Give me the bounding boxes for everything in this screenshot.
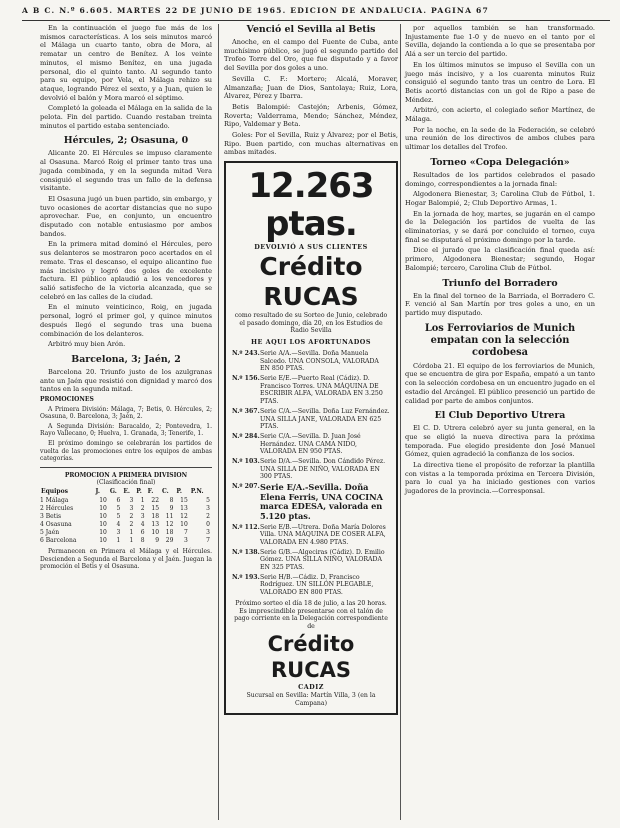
- advertisement-credito-rucas: [224, 161, 398, 715]
- stat-cell: 7: [183, 528, 188, 536]
- prize-number: N.º 103.: [232, 458, 260, 466]
- headline-barcelona-jaen: Barcelona, 3; Jaén, 2: [71, 353, 181, 365]
- ad-footer: Próximo sorteo el día 18 de julio, a las 20 horas. Es imprescindible presentarse con el talón de pago corriente en la Delegación correspondiente de: [234, 599, 388, 631]
- prize-item: [232, 433, 390, 456]
- prize-item: [232, 375, 390, 406]
- prize-item: [232, 574, 390, 597]
- column-header: P.N.: [190, 487, 204, 495]
- paragraph: Anoche, en el campo del Fuente de Cuba, ante muchísimo público, se jugó el segundo partido del Trofeo Torre del Oro, que fue disputado y a favor del Sevilla por dos goles a uno.: [224, 38, 398, 73]
- stat-cell: 3: [129, 496, 134, 504]
- standings-header-row: [40, 487, 212, 497]
- ad-address: Sucursal en Sevilla: Martín Villa, 3 (en la Campana): [246, 691, 376, 707]
- subheading-promociones: PROMOCIONES: [40, 396, 94, 404]
- stat-cell: 2: [140, 504, 145, 512]
- column-header: Equipos: [41, 487, 68, 495]
- stat-cell: 6: [116, 496, 121, 504]
- team-cell: 3 Betis: [40, 512, 62, 520]
- ad-amount: 12.263 ptas.: [248, 166, 374, 245]
- prize-text: Serie E/E.—Puerto Real (Cádiz). D. Francisco Torres. UNA MÁQUINA DE ESCRIBIR ALFA, VALORADA EN 3.250 PTAS.: [260, 375, 383, 406]
- stat-cell: 13: [180, 504, 188, 512]
- headline-ferroviarios-munich: Los Ferroviarios de Munich empatan con la selección cordobesa: [424, 322, 576, 358]
- prize-text: Serie E/B.—Utrera. Doña María Dolores Villa. UNA MÁQUINA DE COSER ALFA, VALORADA EN 4.980 PTAS.: [260, 523, 386, 546]
- column-header: J.: [95, 487, 100, 495]
- prize-number: N.º 243.: [232, 349, 260, 357]
- stat-cell: 9: [169, 504, 174, 512]
- stat-cell: 3: [206, 504, 210, 512]
- stat-cell: 4: [116, 520, 121, 528]
- prize-text: Serie H/B.—Cádiz. D. Francisco Rodríguez. UN SILLÓN PLEGABLE, VALORADO EN 800 PTAS.: [260, 573, 374, 597]
- headline-borradero: Triunfo del Borradero: [442, 277, 558, 289]
- column-right: [405, 24, 595, 498]
- paragraph: Betis Balompié: Castejón; Arbenis, Gómez, Roverta; Valderrama, Mendo; Sánchez, Méndez, Ripo, Valdemar y Beta.: [224, 102, 398, 129]
- stat-cell: 12: [180, 512, 188, 520]
- prize-number: N.º 112.: [232, 523, 260, 531]
- stat-cell: 10: [99, 528, 107, 536]
- stat-cell: 1: [116, 536, 121, 544]
- prize-item: [232, 524, 390, 547]
- prize-number: N.º 367.: [232, 407, 260, 415]
- table-row: [40, 497, 212, 505]
- stat-cell: 3: [116, 528, 121, 536]
- prize-text: Serie A/A.—Sevilla. Doña Manuela Salcedo. UNA CONSOLA, VALORADA EN 850 PTAS.: [260, 349, 379, 373]
- column-divider: [400, 24, 401, 820]
- column-header: F.: [147, 487, 154, 495]
- prize-number: N.º 207.: [232, 483, 260, 491]
- column-divider: [218, 24, 219, 820]
- paragraph: por aquellos también se han transformado. Injustamente fue 1-0 y de nuevo en el tanto por el Sevilla, dejando la contienda a lo que se presentaba por Alá a ser un tercio del partido.: [405, 24, 595, 59]
- stat-cell: 10: [99, 536, 107, 544]
- paragraph: La directiva tiene el propósito de reforzar la plantilla con vistas a la temporada próxima en Tercera División, para lo cual ya ha iniciado gestiones con varios jugadores de la provincia.—Corresponsal.: [405, 461, 595, 496]
- stat-cell: 9: [155, 536, 160, 544]
- standings-note: Permanecen en Primera el Málaga y el Hércules. Descienden a Segunda el Barcelona y el Jaén. Juegan la promoción el Betis y el Osasuna.: [40, 547, 212, 571]
- stat-cell: 8: [169, 496, 174, 504]
- prize-item: [232, 408, 390, 431]
- stat-cell: 10: [99, 512, 107, 520]
- prize-number: N.º 284.: [232, 432, 260, 440]
- stat-cell: 5: [206, 496, 210, 504]
- ad-city: CADIZ: [298, 683, 324, 692]
- ad-winners-heading: HE AQUI LOS AFORTUNADOS: [251, 338, 371, 347]
- stat-cell: 10: [99, 520, 107, 528]
- stat-cell: 6: [140, 528, 145, 536]
- stat-cell: 1: [140, 496, 145, 504]
- prize-item-featured: [232, 483, 390, 521]
- paragraph: En los últimos minutos se impuso el Sevilla con un juego más incisivo, y a los cuarenta minutos Ruiz consiguió el segundo tanto tras un centro de Lora. El Betis acortó distancias con un gol de Ripo a pase de Méndez.: [405, 60, 595, 104]
- stat-cell: 18: [165, 528, 174, 536]
- stat-cell: 3: [183, 536, 188, 544]
- stat-cell: 2: [129, 520, 134, 528]
- ad-intro: como resultado de su Sorteo de Junio, celebrado el pasado domingo, día 20, en los Estudios de Radio Sevilla: [234, 311, 388, 335]
- prize-number: N.º 138.: [232, 548, 260, 556]
- team-cell: 4 Osasuna: [40, 520, 72, 528]
- team-cell: 5 Jaén: [40, 528, 60, 536]
- standings-subtitle: (Clasificación final): [96, 479, 156, 487]
- stat-cell: 0: [206, 520, 210, 528]
- paragraph: Barcelona 20. Triunfo justo de los azulgranas ante un Jaén que resistió con dignidad y marcó dos tantos en la segunda mitad.: [40, 367, 212, 394]
- table-row: [40, 521, 212, 529]
- stat-cell: 29: [165, 536, 174, 544]
- paragraph: Arbitró muy bien Arón.: [48, 340, 126, 349]
- stat-cell: 2: [129, 512, 134, 520]
- stat-cell: 10: [99, 504, 107, 512]
- headline-copa-delegacion: Torneo «Copa Delegación»: [430, 156, 570, 168]
- prize-item: [232, 549, 390, 572]
- prize-item: [232, 350, 390, 373]
- stat-cell: 10: [180, 520, 188, 528]
- table-row: [40, 537, 212, 545]
- prize-text: Serie D/A.—Sevilla. Don Cándido Pérez. UNA SILLA DE NIÑO, VALORADA EN 300 PTAS.: [260, 458, 386, 481]
- stat-cell: 18: [151, 512, 160, 520]
- stat-cell: 4: [140, 520, 145, 528]
- paragraph: Alicante 20. El Hércules se impuso claramente al Osasuna. Marcó Roig el primer tanto tras una jugada combinada, y en la segunda mitad Vera consiguió el segundo tras un fallo de la defensa visitante.: [40, 149, 212, 193]
- stat-cell: 13: [151, 520, 160, 528]
- ad-brand-footer: Crédito RUCAS: [267, 632, 355, 683]
- team-cell: 6 Barcelona: [40, 536, 77, 544]
- stat-cell: 5: [116, 504, 121, 512]
- column-header: P.: [136, 487, 142, 495]
- paragraph: El próximo domingo se celebrarán los partidos de vuelta de las promociones entre los equipos de ambas categorías.: [40, 439, 212, 463]
- paragraph: Sevilla C. F.: Mortero; Alcalá, Moraver, Almanzaña; Juan de Dios, Santolaya; Ruiz, Lora, Álvarez, Pérez y Ibarra.: [224, 74, 398, 101]
- table-row: [40, 513, 212, 521]
- paragraph: Por la noche, en la sede de la Federación, se celebró una reunión de los directivos de ambos clubes para ultimar los detalles del Trofeo.: [405, 125, 595, 152]
- ad-brand: Crédito RUCAS: [259, 251, 363, 311]
- paragraph: Arbitró, con acierto, el colegiado señor Martínez, de Málaga.: [405, 106, 595, 124]
- divider: [40, 467, 212, 468]
- paragraph: Completó la goleada el Málaga en la salida de la pelota. Fin del partido. Cuando restaban treinta minutos el partido estaba sentenciado.: [40, 104, 212, 130]
- paragraph: En el minuto veinticinco, Roig, en jugada personal, logró el primer gol, y quince minutos después llegó el segundo tras una buena combinación de los delanteros.: [40, 303, 212, 338]
- prize-text: Serie G/B.—Algeciras (Cádiz). D. Emilio Gómez. UNA SILLA NIÑO, VALORADA EN 325 PTAS.: [260, 548, 385, 572]
- stat-cell: 1: [129, 528, 134, 536]
- stat-cell: 8: [140, 536, 145, 544]
- prize-item: [232, 458, 390, 481]
- prize-number: N.º 156.: [232, 375, 260, 383]
- column-left: [40, 24, 212, 573]
- stat-cell: 7: [206, 536, 210, 544]
- column-header: C.: [162, 487, 169, 495]
- stat-cell: 22: [151, 496, 160, 504]
- stat-cell: 2: [206, 512, 210, 520]
- paragraph: A Primera División: Málaga, 7; Betis, 0. Hércules, 2; Osasuna, 0. Barcelona, 3; Jaén, 2.: [40, 405, 212, 421]
- paragraph: Córdoba 21. El equipo de los ferroviarios de Munich, que se encuentra de gira por España, empató a un tanto con la selección cordobesa en un encuentro jugado en el estadio del Arcángel. El público presenció un partido de calidad por parte de ambos conjuntos.: [405, 361, 595, 405]
- headline-hercules-osasuna: Hércules, 2; Osasuna, 0: [63, 135, 189, 147]
- stat-cell: 1: [129, 536, 134, 544]
- table-row: [40, 529, 212, 537]
- paragraph: En la jornada de hoy, martes, se jugarán en el campo de la Delegación los partidos de vuelta de las eliminatorias, y se dará por concluido el torneo, cuya final se disputará el próximo domingo por la tarde.: [405, 209, 595, 244]
- paragraph: Resultados de los partidos celebrados el pasado domingo, correspondientes a la jornada final:: [405, 170, 595, 188]
- stat-cell: 3: [140, 512, 145, 520]
- column-header: G.: [109, 487, 117, 495]
- paragraph: En la final del torneo de la Barriada, el Borradero C. F. venció al San Martín por tres goles a uno, en un partido muy disputado.: [405, 291, 595, 317]
- standings-title: PROMOCION A PRIMERA DIVISION: [64, 471, 188, 479]
- page-header: A B C. N.º 6.605. MARTES 22 DE JUNIO DE 1965. EDICION DE ANDALUCIA. PAGINA 67: [22, 6, 610, 21]
- prize-number: N.º 193.: [232, 573, 260, 581]
- headline-cd-utrera: El Club Deportivo Utrera: [434, 410, 566, 422]
- stat-cell: 5: [116, 512, 121, 520]
- column-header: P.: [176, 487, 183, 495]
- team-cell: 2 Hércules: [40, 504, 74, 512]
- stat-cell: 3: [206, 528, 210, 536]
- paragraph: Dice el jurado que la clasificación final queda así: primero, Algodonera Bienestar; segundo, Hogar Balompié; tercero, Carolina Club de Fútbol.: [405, 246, 595, 272]
- paragraph: En la continuación el juego fue más de los mismos características. A los seis minutos marcó el Málaga un cuarto tanto, obra de Mora, al rematar un centro de Benítez. A los veinte minutos, el mismo Benítez, en una jugada personal, dio el quinto tanto. Al segundo tanto para su equipo, por Vela, el Málaga rehizo su ataque, logrando Pérez el sexto, y a Juan, quien le devolvió el balón y Mora marcó el séptimo.: [40, 24, 212, 102]
- paragraph: Algodonera Bienestar, 3; Carolina Club de Fútbol, 1. Hogar Balompié, 2; Club Deportivo Armas, 1.: [405, 190, 595, 207]
- stat-cell: 15: [180, 496, 188, 504]
- paragraph: En la primera mitad dominó el Hércules, pero sus delanteros se mostraron poco acertados en el remate. Tras el descanso, el equipo alicantino fue más incisivo y logró dos goles de excelente factura. El público aplaudió a los vencedores y salió satisfecho de la victoria alcanzada, que se celebró en las calles de la ciudad.: [40, 240, 212, 301]
- column-middle: [224, 24, 398, 715]
- stat-cell: 12: [165, 520, 174, 528]
- paragraph: El Osasuna jugó un buen partido, sin embargo, y tuvo ocasiones de acortar distancias que no supo aprovechar. Fue, en conjunto, un encuentro disputado con notable entusiasmo por ambos bandos.: [40, 194, 212, 238]
- paragraph: El C. D. Utrera celebró ayer su junta general, en la que se eligió la nueva directiva para la próxima temporada. Fue elegido presidente don José Manuel Gómez, quien agradeció la confianza de los socios.: [405, 424, 595, 459]
- stat-cell: 10: [151, 528, 160, 536]
- stat-cell: 3: [129, 504, 134, 512]
- stat-cell: 15: [151, 504, 160, 512]
- stat-cell: 10: [99, 496, 107, 504]
- paragraph: A Segunda División: Baracaldo, 2; Pontevedra, 1. Rayo Vallecano, 0; Huelva, 1. Granada, 3; Tenerife, 1.: [40, 422, 212, 438]
- ad-returned-label: DEVOLVIÓ A SUS CLIENTES: [254, 243, 368, 252]
- table-row: [40, 505, 212, 513]
- headline-sevilla-betis: Venció el Sevilla al Betis: [246, 24, 376, 35]
- paragraph: Goles: Por el Sevilla, Ruiz y Álvarez; por el Betis, Ripo. Buen partido, con muchas alternativas en ambas mitades.: [224, 131, 398, 157]
- prize-text: Serie C/A.—Sevilla. Doña Luz Fernández. UNA SILLA JANE, VALORADA EN 625 PTAS.: [260, 407, 390, 431]
- standings-table: [40, 487, 212, 545]
- prize-text: Serie E/A.-Sevilla. Doña Elena Ferris, UNA COCINA marca EDESA, valorada en 5.120 ptas.: [260, 482, 383, 521]
- prize-text: Serie C/A.—Sevilla. D. Juan José Hernández. UNA CAMA NIDO, VALORADA EN 950 PTAS.: [260, 432, 361, 456]
- stat-cell: 11: [165, 512, 174, 520]
- team-cell: 1 Málaga: [40, 496, 69, 504]
- column-header: E.: [123, 487, 130, 495]
